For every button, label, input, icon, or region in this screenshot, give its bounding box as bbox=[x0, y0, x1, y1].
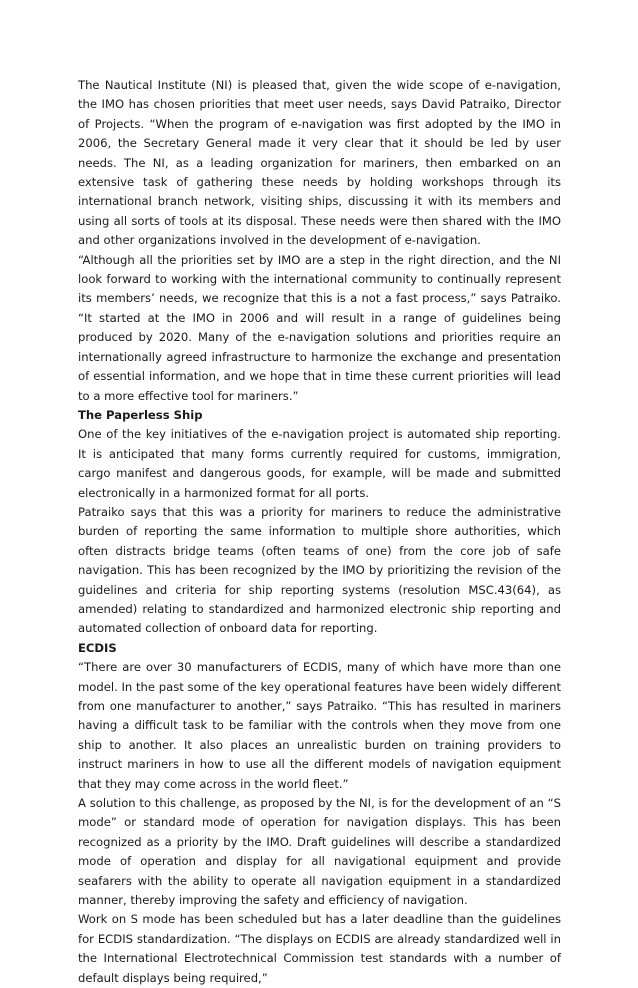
paragraph-intro-1: The Nautical Institute (NI) is pleased that, given the wide scope of e-navigation, the IMO has chosen priorities that meet user needs, says David Patraiko, Director of Projects. “When the program of e-navigation was first adopted by the IMO in 2006, the Secretary General made it very clear that it should be led by user needs. The NI, as a leading organization for mariners, then embarked on an extensive task of gathering these needs by holding workshops through its international branch network, visiting ships, discussing it with its members and using all sorts of tools at its disposal. These needs were then shared with the IMO and other organizations involved in the development of e-navigation. bbox=[78, 78, 561, 248]
heading-ecdis: ECDIS bbox=[78, 640, 117, 655]
paragraph-ecdis-2: A solution to this challenge, as proposed by the NI, is for the development of an “S mode” or standard mode of operation for navigation displays. This has been recognized as a priority by the IMO. Draft guidelines will describe a standardized mode of operation and display for all navigational equipment and provide seafarers with the ability to operate all navigation equipment in a standardized manner, thereby improving the safety and efficiency of navigation. bbox=[78, 796, 561, 908]
paragraph-ecdis-1: “There are over 30 manufacturers of ECDIS, many of which have more than one model. In the past some of the key operational features have been widely different from one manufacturer to another,” says Patraiko. “This has resulted in mariners having a difficult task to be familiar with the controls when they move from one ship to another. It also places an unrealistic burden on training providers to instruct mariners in how to use all the different models of navigation equipment that they may come across in the world fleet.” bbox=[78, 660, 561, 791]
heading-paperless-ship: The Paperless Ship bbox=[78, 407, 203, 422]
paragraph-intro-2: “Although all the priorities set by IMO are a step in the right direction, and the NI look forward to working with the international community to continually represent its members’ needs, we recognize that this is a not a fast process,” says Patraiko. “It started at the IMO in 2006 and will result in a range of guidelines being produced by 2020. Many of the e-navigation solutions and priorities require an internationally agreed infrastructure to harmonize the exchange and presentation of essential information, and we hope that in time these current priorities will lead to a more effective tool for mariners.” bbox=[78, 252, 561, 403]
paragraph-paperless-1: One of the key initiatives of the e-navigation project is automated ship reporting. It is anticipated that many forms currently required for customs, immigration, cargo manifest and dangerous goods, for example, will be made and submitted electronically in a harmonized format for all ports. bbox=[78, 427, 561, 500]
document-page bbox=[78, 76, 561, 988]
paragraph-paperless-2: Patraiko says that this was a priority for mariners to reduce the administrative burden of reporting the same information to multiple shore authorities, which often distracts bridge teams (often teams of one) from the core job of safe navigation. This has been recognized by the IMO by prioritizing the revision of the guidelines and criteria for ship reporting systems (resolution MSC.43(64), as amended) relating to standardized and harmonized electronic ship reporting and automated collection of onboard data for reporting. bbox=[78, 504, 561, 636]
paragraph-ecdis-3: Work on S mode has been scheduled but has a later deadline than the guidelines for ECDIS standardization. “The displays on ECDIS are already standardized well in the International Electrotechnical Commission test standards with a number of default displays being required,” bbox=[78, 912, 561, 985]
